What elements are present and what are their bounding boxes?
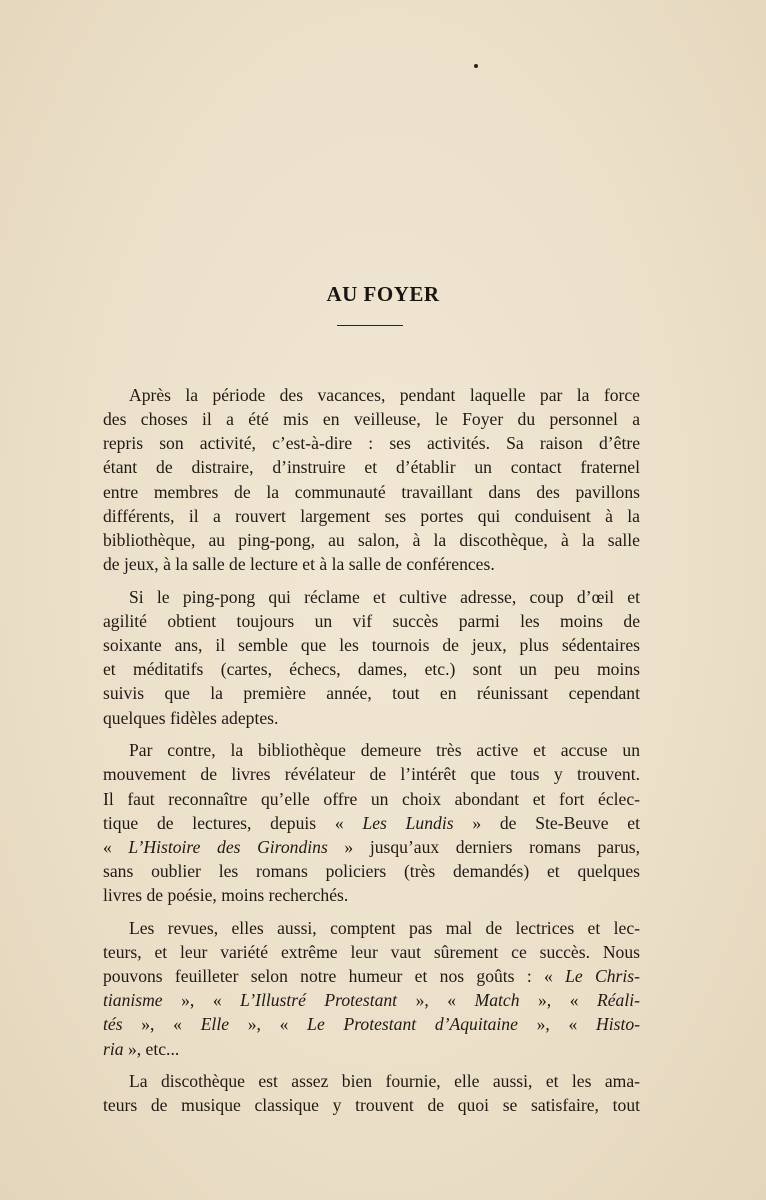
ink-speck [474,64,478,68]
text-line: Après la période des vacances, pendant laquelle par la force [129,385,640,405]
text-line: bibliothèque, au ping-pong, au salon, à la discothèque, à la salle [103,529,640,550]
article-body [103,383,640,1126]
paragraph-2 [103,585,640,730]
paragraph-3 [103,738,640,907]
text-line: La discothèque est assez bien fournie, elle aussi, et les ama- [129,1071,640,1092]
text-line: Si le ping-pong qui réclame et cultive adresse, coup d’œil et [129,586,640,607]
text-line: et méditatifs (cartes, échecs, dames, etc.) sont un peu moins [103,659,640,680]
title-rule [337,325,403,326]
text-line: des choses il a été mis en veilleuse, le Foyer du personnel a [103,409,640,430]
text-line: étant de distraire, d’instruire et d’établir un contact fraternel [103,457,640,478]
text-line: agilité obtient toujours un vif succès parmi les moins de [103,610,640,631]
text-line: Par contre, la bibliothèque demeure très active et accuse un [129,740,640,761]
text-line: teurs, et leur variété extrême leur vaut sûrement ce succès. Nous [103,941,640,962]
text-line: teurs de musique classique y trouvent de quoi se satisfaire, tout [103,1095,640,1116]
text-line: de jeux, à la salle de lecture et à la salle de conférences. [103,554,495,575]
text-line: Il faut reconnaître qu’elle offre un choix abondant et fort éclec- [103,788,640,809]
text-line: Les revues, elles aussi, comptent pas mal de lectrices et lec- [129,917,640,938]
text-line: livres de poésie, moins recherchés. [103,885,349,906]
text-line: tique de lectures, depuis « Les Lundis » de Ste-Beuve et [103,812,640,833]
paragraph-1 [103,383,640,576]
text-line: mouvement de livres révélateur de l’intérêt que tous y trouvent. [103,764,640,785]
paragraph-5 [103,1069,640,1117]
text-line: pouvons feuilleter selon notre humeur et nos goûts : « Le Chris- [103,966,640,987]
text-line: entre membres de la communauté travaillant dans des pavillons [103,481,640,502]
text-line: sans oublier les romans policiers (très demandés) et quelques [103,860,640,881]
text-line: ria », etc... [103,1038,180,1059]
text-line: soixante ans, il semble que les tournois de jeux, plus sédentaires [103,635,640,656]
text-line: « L’Histoire des Girondins » jusqu’aux derniers romans parus, [103,836,640,857]
text-line: suivis que la première année, tout en réunissant cependant [103,683,640,704]
text-line: différents, il a rouvert largement ses portes qui conduisent à la [103,505,640,526]
text-line: quelques fidèles adeptes. [103,707,279,728]
page-title: AU FOYER [326,282,440,306]
text-line: repris son activité, c’est-à-dire : ses activités. Sa raison d’être [103,433,640,454]
text-line: tianisme », « L’Illustré Protestant », « Match », « Réali- [103,990,640,1011]
paragraph-4 [103,916,640,1061]
text-line: tés », « Elle », « Le Protestant d’Aquitaine », « Histo- [103,1014,641,1035]
